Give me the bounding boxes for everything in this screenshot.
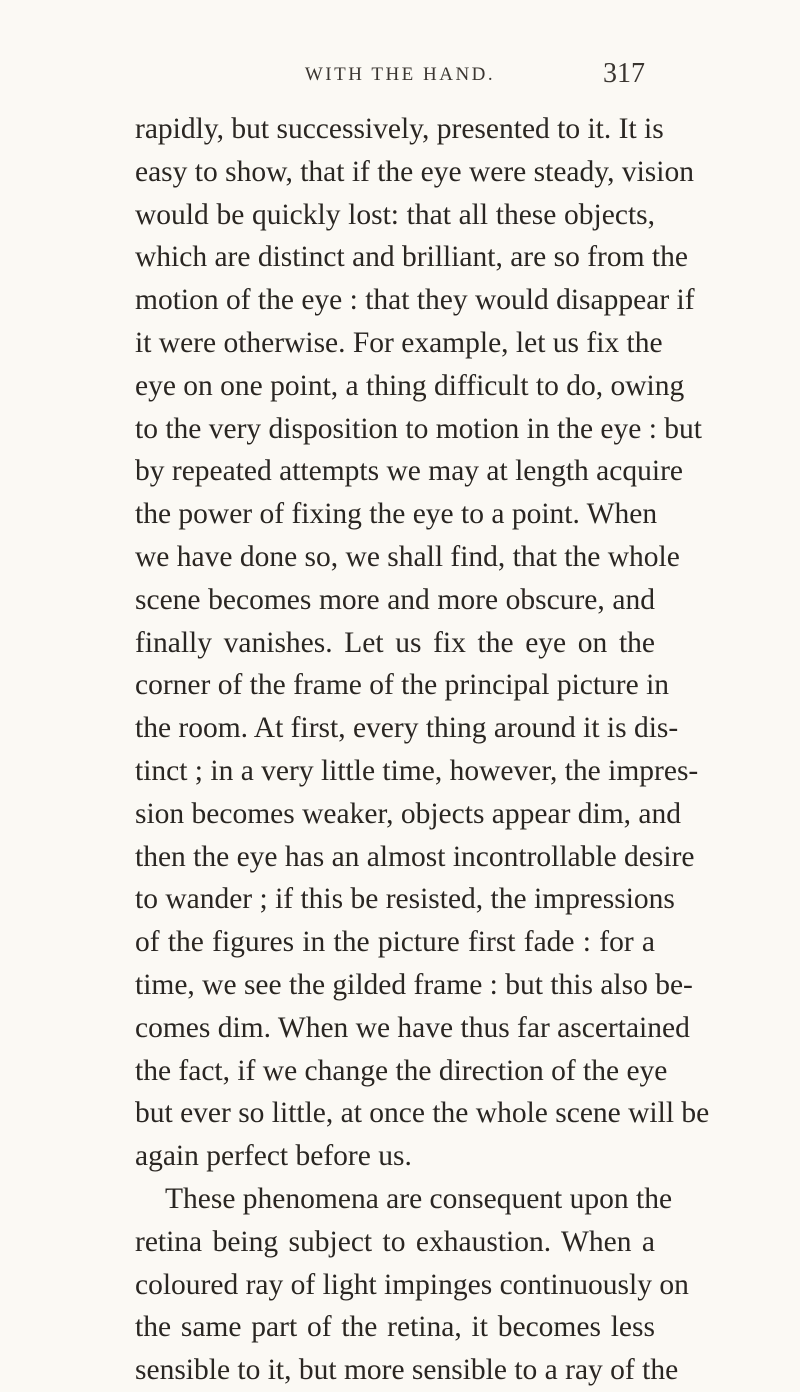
text-line: the room. At first, every thing around it is dis- [135, 712, 679, 745]
text-line: corner of the frame of the principal picture in [135, 669, 670, 702]
text-line: the power of fixing the eye to a point. When [135, 498, 658, 531]
running-title: WITH THE HAND. [304, 64, 496, 85]
text-line: the fact, if we change the direction of the eye [135, 1054, 668, 1087]
text-line: to the very disposition to motion in the eye : but [135, 412, 702, 445]
text-line: which are distinct and brilliant, are so from the [135, 241, 688, 274]
text-line: retina being subject to exhaustion. When a [135, 1225, 655, 1258]
text-line: we have done so, we shall find, that the whole [135, 540, 680, 573]
text-line: by repeated attempts we may at length acquire [135, 455, 683, 488]
text-line: time, we see the gilded frame : but this also be- [135, 968, 693, 1001]
text-line: it were otherwise. For example, let us fix the [135, 326, 663, 359]
running-head [0, 58, 800, 98]
text-line: finally vanishes. Let us fix the eye on the [135, 626, 655, 659]
text-line: motion of the eye : that they would disappear if [135, 284, 695, 317]
paragraph-end-line: again perfect before us. [135, 1140, 412, 1173]
text-line: then the eye has an almost incontrollable desire [135, 840, 695, 873]
text-line: would be quickly lost: that all these objects, [135, 198, 655, 231]
text-line: of the figures in the picture first fade : for a [135, 926, 655, 959]
text-line: comes dim. When we have thus far ascertained [135, 1011, 690, 1044]
page-number: 317 [603, 58, 645, 89]
paragraph-start-line: These phenomena are consequent upon the [165, 1182, 673, 1215]
text-line: easy to show, that if the eye were steady, vision [135, 155, 694, 188]
text-line: but ever so little, at once the whole scene will be [135, 1097, 710, 1130]
body-text [135, 108, 710, 1392]
text-line: scene becomes more and more obscure, and [135, 583, 655, 616]
text-line: the same part of the retina, it becomes less [135, 1311, 655, 1344]
text-line: sion becomes weaker, objects appear dim, and [135, 797, 682, 830]
text-line: to wander ; if this be resisted, the impressions [135, 883, 675, 916]
text-line: eye on one point, a thing difficult to do, owing [135, 369, 685, 402]
text-line: tinct ; in a very little time, however, the impres- [135, 754, 699, 787]
text-line: sensible to it, but more sensible to a ray of the [135, 1354, 679, 1387]
text-line: coloured ray of light impinges continuously on [135, 1268, 689, 1301]
text-line: rapidly, but successively, presented to it. It is [135, 113, 664, 145]
